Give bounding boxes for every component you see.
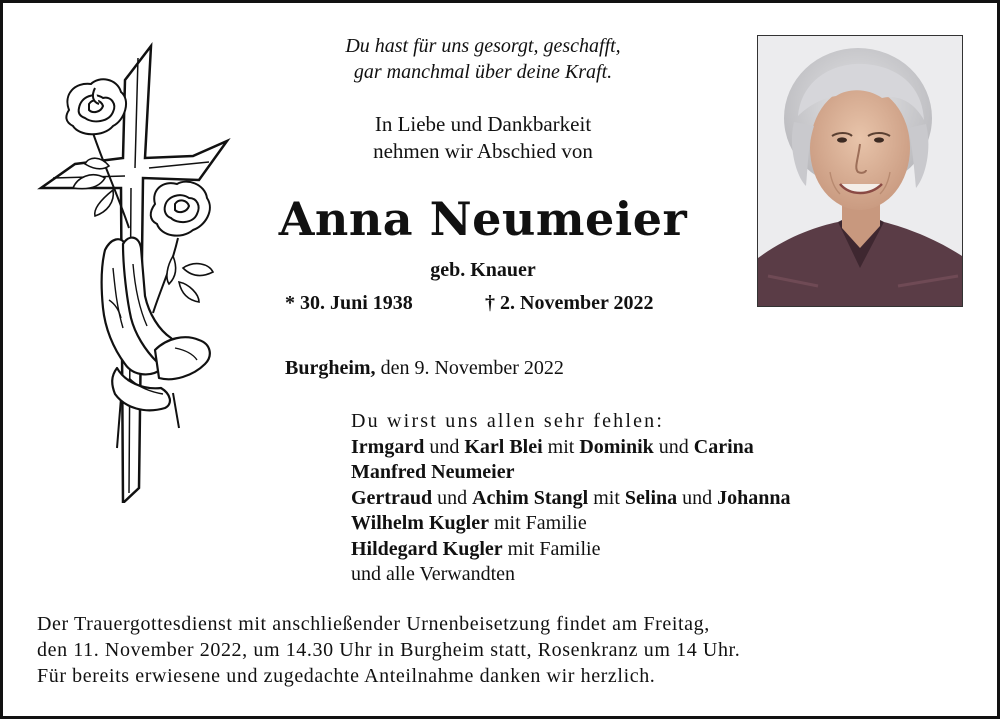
connector: mit [593, 486, 620, 509]
intro-line-1: In Liebe und Dankbarkeit [374, 112, 592, 136]
connector: mit [547, 435, 575, 458]
mourner-name: Carina [693, 435, 754, 458]
connector: und [658, 435, 689, 458]
date: den 9. November 2022 [380, 357, 564, 379]
mourner-name: Selina [624, 486, 678, 509]
place-date [285, 355, 564, 381]
portrait-photo [757, 35, 963, 307]
service-line-2: den 11. November 2022, um 14.30 Uhr in Burgheim statt, Rosenkranz um 14 Uhr. [37, 639, 741, 661]
birth-date: * 30. Juni 1938 [285, 292, 413, 314]
connector: mit Familie [507, 537, 601, 560]
motto-line-2: gar manchmal über deine Kraft. [353, 61, 613, 83]
mourner-name: Manfred Neumeier [351, 461, 515, 483]
motto-line-1: Du hast für uns gesorgt, geschafft, [345, 35, 621, 57]
connector: und [437, 486, 468, 509]
mourner-name: Wilhelm Kugler [351, 512, 489, 534]
mourner-name: Dominik [579, 435, 654, 458]
intro [283, 111, 683, 165]
mourner-name: Karl Blei [464, 435, 543, 458]
connector: und alle Verwandten [351, 563, 516, 585]
deceased-name: Anna Neumeier [278, 192, 688, 246]
portrait-image [758, 36, 962, 306]
mourner-line [351, 537, 951, 563]
connector: und [429, 435, 460, 458]
mourner-line [351, 486, 951, 512]
connector: mit Familie [493, 512, 587, 534]
mourners-list [351, 409, 951, 588]
cross-roses-hands-icon [33, 38, 233, 503]
mourner-line [351, 460, 951, 486]
service-info [37, 611, 967, 689]
service-line-1: Der Trauergottesdienst mit anschließender Urnenbeisetzung findet am Freitag, [37, 613, 710, 635]
mourner-line [351, 435, 951, 461]
mourners-lead: Du wirst uns allen sehr fehlen: [351, 410, 665, 432]
motto [283, 33, 683, 85]
birth-name: geb. Knauer [430, 259, 536, 281]
intro-line-2: nehmen wir Abschied von [373, 139, 593, 163]
mourner-name: Achim Stangl [472, 486, 589, 509]
connector: und [682, 486, 713, 509]
mourner-name: Johanna [717, 486, 791, 509]
mourner-name: Gertraud [351, 486, 433, 509]
mourner-line [351, 511, 951, 537]
mourner-line [351, 562, 951, 588]
mourner-name: Hildegard Kugler [351, 537, 503, 560]
mourner-name: Irmgard [351, 435, 425, 458]
service-line-3: Für bereits erwiesene und zugedachte Anteilnahme danken wir herzlich. [37, 665, 656, 687]
death-date: † 2. November 2022 [485, 292, 654, 314]
place: Burgheim, [285, 357, 376, 379]
